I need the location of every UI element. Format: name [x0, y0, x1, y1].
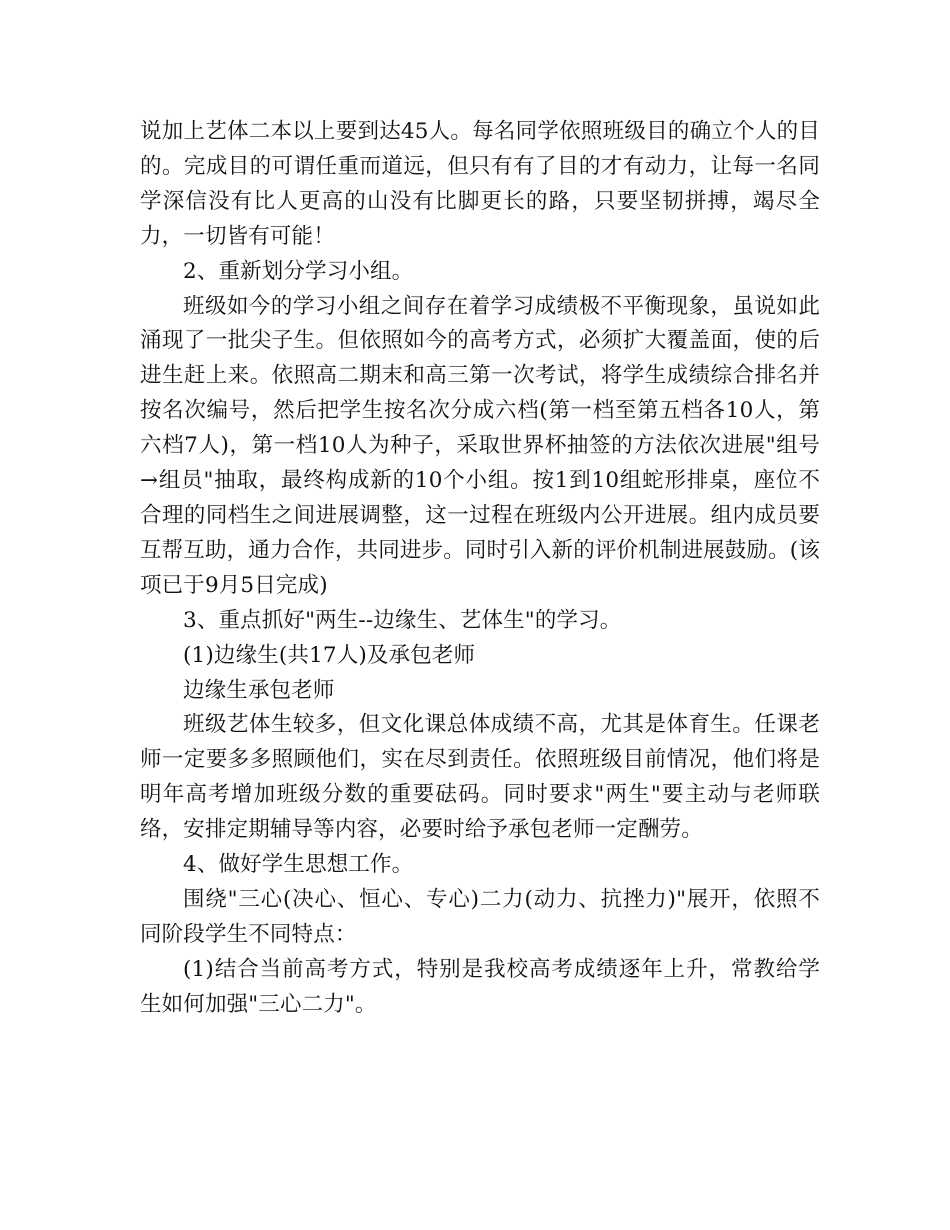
- heading-regroup-study-groups: 2、重新划分学习小组。: [183, 258, 414, 284]
- heading-marginal-students: (1)边缘生(共17人)及承包老师: [183, 642, 476, 668]
- heading-assigned-teachers: 边缘生承包老师: [183, 677, 335, 703]
- heading-two-student-groups: 3、重点抓好"两生--边缘生、艺体生"的学习。: [183, 607, 622, 633]
- paragraph-target-continued: 说加上艺体二本以上要到达45人。每名同学依照班级目的确立个人的目的。完成目的可谓任重而道远，但只有有了目的才有动力，让每一名同学深信没有比人更高的山没有比脚更长的路，只要坚韧拼搏，竭尽全力，一切皆有可能！: [140, 119, 820, 249]
- paragraph-regroup-details: 班级如今的学习小组之间存在着学习成绩极不平衡现象，虽说如此涌现了一批尖子生。但依照如今的高考方式，必须扩大覆盖面，使的后进生赶上来。依照高二期末和高三第一次考试，将学生成绩综合排名并按名次编号，然后把学生按名次分成六档(第一档至第五档各10人，第六档7人)，第一档10人为种子，采取世界杯抽签的方法依次进展"组号→组员"抽取，最终构成新的10个小组。按1到10组蛇形排桌，座位不合理的同档生之间进展调整，这一过程在班级内公开进展。组内成员要互帮互助，通力合作，共同进步。同时引入新的评价机制进展鼓励。(该项已于9月5日完成): [140, 293, 820, 598]
- heading-student-thinking-work: 4、做好学生思想工作。: [183, 852, 414, 878]
- document-body: [140, 115, 820, 1023]
- paragraph-arts-sports-students: 班级艺体生较多，但文化课总体成绩不高，尤其是体育生。任课老师一定要多多照顾他们，实在尽到责任。依照班级目前情况，他们将是明年高考增加班级分数的重要砝码。同时要求"两生"要主动与老师联络，安排定期辅导等内容，必要时给予承包老师一定酬劳。: [140, 712, 820, 843]
- paragraph-three-hearts-two-powers: 围绕"三心(决心、恒心、专心)二力(动力、抗挫力)"展开，依照不同阶段学生不同特点：: [140, 886, 820, 947]
- paragraph-point-one: (1)结合当前高考方式，特别是我校高考成绩逐年上升，常教给学生如何加强"三心二力"。: [140, 956, 820, 1017]
